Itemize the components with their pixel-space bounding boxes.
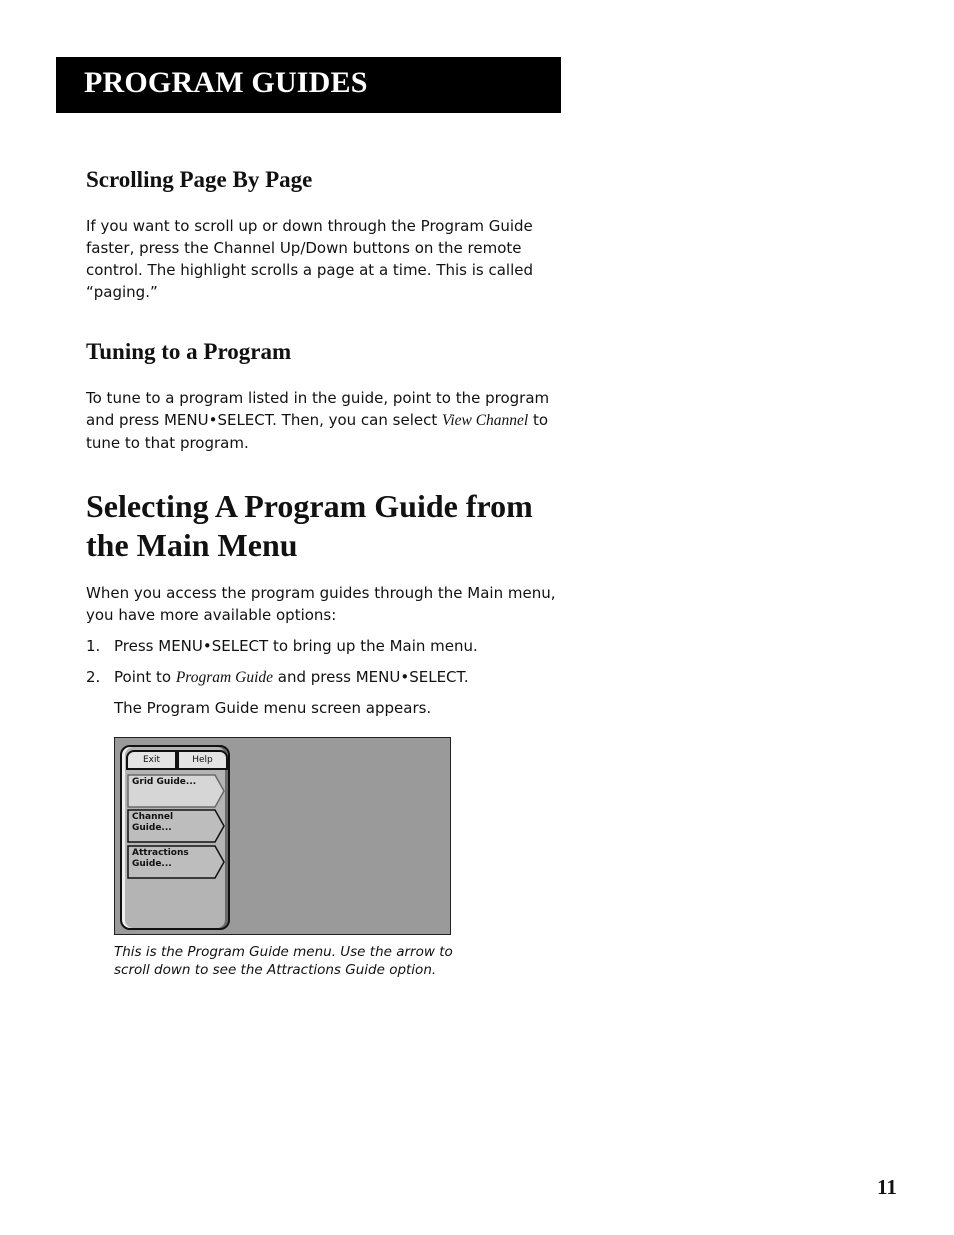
attractions-guide-menu-item[interactable] [127,845,225,879]
exit-tab[interactable]: Exit [126,750,177,770]
paragraph-scrolling: If you want to scroll up or down through the Program Guide faster, press the Channel Up/Down buttons on the remote control. The highlight scrolls a page at a time. This is called “paging.” [86,217,534,301]
grid-guide-menu-item[interactable] [127,774,225,808]
banner-title: PROGRAM GUIDES [84,66,368,99]
step-1-text: Press MENU•SELECT to bring up the Main menu. [114,637,478,655]
step-2-text-start: Point to [114,668,176,686]
program-guide-menu-screenshot [114,737,451,935]
menu-panel [120,745,230,930]
channel-guide-menu-item[interactable] [127,809,225,843]
tuning-text-start: To tune to a program listed in the guide, point to the program and press MENU•SELECT. Then, you can select [86,389,550,429]
step-2-note: The Program Guide menu screen appears. [114,699,432,717]
attractions-guide-label: Attractions Guide... [132,848,189,869]
help-tab[interactable]: Help [177,750,228,770]
step-1-number: 1. [86,637,101,655]
step-2-text [114,666,469,689]
grid-guide-label: Grid Guide... [132,777,197,787]
tuning-text-end: to tune to that program. [86,411,549,452]
paragraph-tuning [86,387,556,454]
step-2-number: 2. [86,668,101,686]
heading-selecting: Selecting A Program Guide from the Main Menu [86,488,533,563]
heading-tuning: Tuning to a Program [86,339,292,364]
step-2-italic-term: Program Guide [175,669,273,686]
heading-scrolling: Scrolling Page By Page [86,167,313,192]
step-2-text-end: and press MENU•SELECT. [273,668,469,686]
page-number: 11 [877,1175,897,1199]
channel-guide-label: Channel Guide... [132,812,174,833]
section-banner [56,57,561,113]
figure-caption: This is the Program Guide menu. Use the arrow to scroll down to see the Attractions Guide option. [114,944,453,978]
tuning-italic-term: View Channel [442,412,529,429]
paragraph-selecting-intro: When you access the program guides through the Main menu, you have more available options: [86,584,556,624]
